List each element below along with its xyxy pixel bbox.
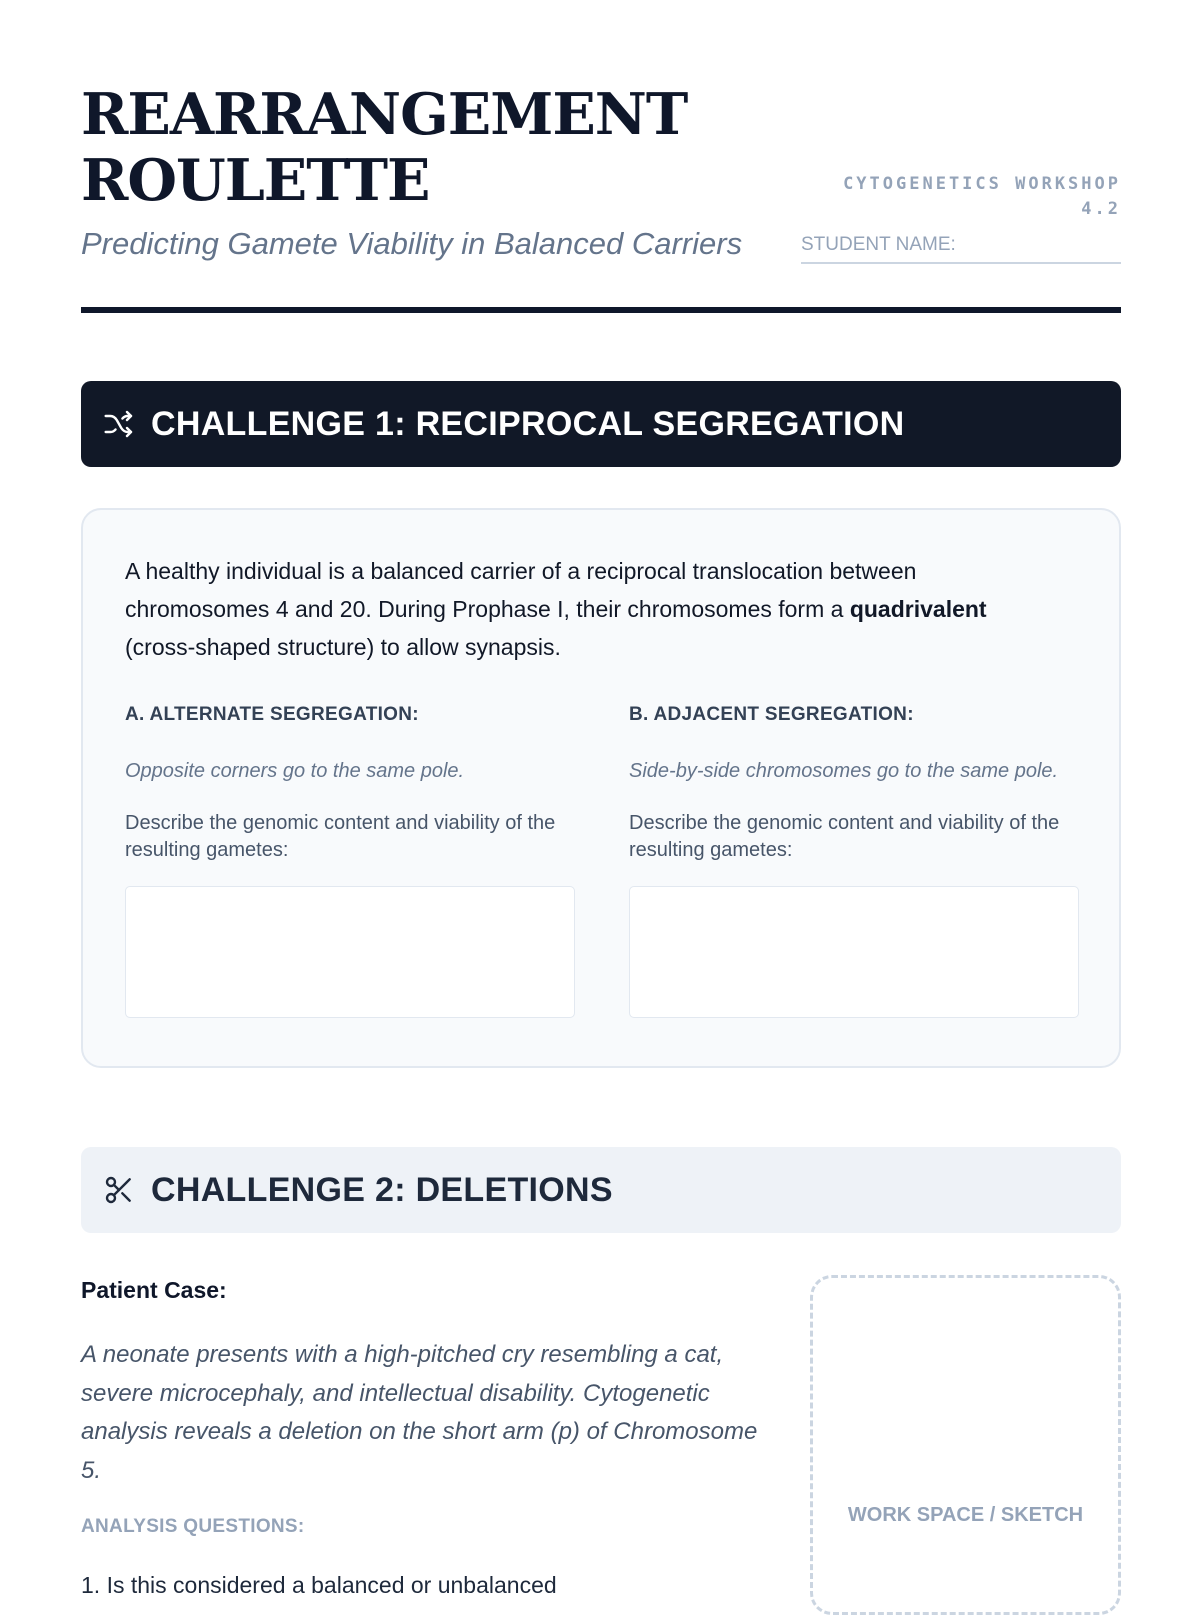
workshop-name: CYTOGENETICS WORKSHOP [843, 174, 1121, 194]
column-heading: B. ADJACENT SEGREGATION: [629, 704, 914, 725]
challenge-1-banner [81, 381, 1121, 467]
shuffle-icon [103, 408, 135, 440]
challenge-1-title: CHALLENGE 1: RECIPROCAL SEGREGATION [151, 404, 905, 443]
analysis-questions-label: ANALYSIS QUESTIONS: [81, 1516, 305, 1537]
intro-text-1: A healthy individual is a balanced carrier of a reciprocal translocation between chromosomes 4 and 20. During Prophase I, their chromosomes form a [125, 558, 917, 622]
column-rule: Opposite corners go to the same pole. [125, 760, 465, 782]
column-rule: Side-by-side chromosomes go to the same pole. [629, 760, 1059, 782]
workshop-number: 4.2 [1081, 199, 1121, 219]
analysis-question: 1. Is this considered a balanced or unbalanced [81, 1572, 557, 1598]
analysis-question-list [81, 1570, 761, 1600]
patient-case-label: Patient Case: [81, 1277, 227, 1303]
intro-bold-term: quadrivalent [849, 596, 987, 622]
header-divider [81, 307, 1121, 313]
intro-text-2: (cross-shaped structure) to allow synapsis. [125, 634, 561, 660]
page-subtitle: Predicting Gamete Viability in Balanced Carriers [81, 226, 743, 261]
alternate-segregation-column [125, 704, 575, 861]
challenge-1-card [81, 508, 1121, 1068]
column-heading: A. ALTERNATE SEGREGATION: [125, 704, 419, 725]
workshop-label [801, 172, 1121, 222]
title-line-1: REARRANGEMENT [81, 81, 688, 148]
adjacent-segregation-column [629, 704, 1079, 861]
alternate-answer-box[interactable] [125, 886, 575, 1018]
patient-case-text: A neonate presents with a high-pitched cry resembling a cat, severe microcephaly, and intellectual disability. Cytogenetic analysis reveals a deletion on the short arm (p) of Chromosome 5. [81, 1341, 758, 1484]
column-prompt: Describe the genomic content and viability of the resulting gametes: [125, 812, 556, 861]
workspace-label: WORK SPACE / SKETCH [847, 1504, 1084, 1526]
title-line-2: ROULETTE [81, 147, 430, 214]
adjacent-answer-box[interactable] [629, 886, 1079, 1018]
challenge-2-banner [81, 1147, 1121, 1233]
challenge-1-intro [125, 552, 1045, 666]
student-name-label: STUDENT NAME: [801, 234, 956, 255]
scissors-icon [103, 1174, 135, 1206]
header [81, 81, 1121, 261]
sketch-workspace[interactable] [810, 1275, 1121, 1615]
challenge-2-title: CHALLENGE 2: DELETIONS [151, 1170, 613, 1209]
student-name-field[interactable] [801, 234, 1121, 264]
column-prompt: Describe the genomic content and viability of the resulting gametes: [629, 812, 1060, 861]
